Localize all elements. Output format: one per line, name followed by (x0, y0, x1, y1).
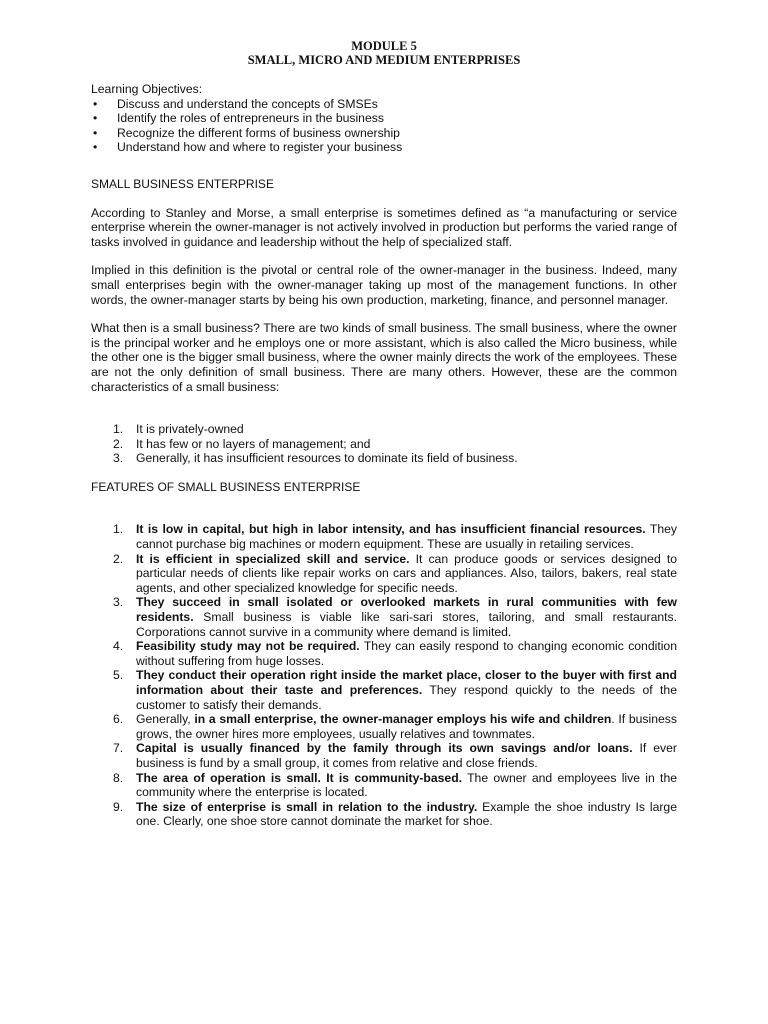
paragraph-implied: Implied in this definition is the pivotal or central role of the owner-manager in the business. Indeed, many small enterprises begin with the owner-manager taking up most of the management functions. In other words, the owner-manager starts by being his own production, marketing, finance, and personnel manager. (91, 263, 677, 307)
bullet-icon: • (93, 96, 98, 111)
feature-bold: Feasibility study may not be required. (136, 639, 360, 654)
feature-bold: They conduct their operation right inside the market place, closer to the buyer with first and information about their taste and preferences. (136, 668, 677, 697)
objective-text: Recognize the different forms of business ownership (117, 125, 400, 140)
list-number: 3. (113, 451, 124, 466)
objectives-heading: Learning Objectives: (91, 82, 203, 96)
list-item (91, 437, 677, 452)
feature-pre: Generally, (136, 712, 195, 727)
list-text: Generally, it has insufficient resources to dominate its field of business. (136, 451, 518, 466)
objectives-list (91, 97, 677, 155)
objective-text: Discuss and understand the concepts of SMSEs (117, 96, 378, 111)
objective-text: Understand how and where to register your business (117, 140, 403, 155)
feature-rest: They respond quickly to the needs of the customer to satisfy their demands. (136, 683, 677, 712)
feature-bold: Capital is usually financed by the family through its own savings and/or loans. (136, 741, 633, 756)
paragraph-definition: According to Stanley and Morse, a small enterprise is sometimes defined as “a manufacturing or service enterprise wherein the owner-manager is not actively involved in production but performs the varied range of tasks involved in guidance and leadership without the help of specialized staff. (91, 205, 677, 249)
feature-bold: The size of enterprise is small in relation to the industry. (136, 799, 478, 814)
section-heading-features: FEATURES OF SMALL BUSINESS ENTERPRISE (91, 479, 361, 494)
learning-objectives (91, 82, 677, 155)
section-heading-small-business: SMALL BUSINESS ENTERPRISE (91, 176, 274, 191)
feature-rest: Small business is viable like sari-sari stores, tailoring, and small restaurants. Corporations cannot survive in a community where demand is limited. (136, 610, 677, 639)
module-title: SMALL, MICRO AND MEDIUM ENTERPRISES (247, 53, 521, 67)
feature-bold: The area of operation is small. It is community-based. (136, 770, 463, 785)
feature-item (91, 771, 677, 800)
objective-text: Identify the roles of entrepreneurs in the business (117, 111, 384, 126)
bullet-icon: • (93, 125, 98, 140)
module-number: MODULE 5 (351, 39, 417, 53)
list-text: It has few or no layers of management; and (136, 436, 371, 451)
feature-rest: If ever business is fund by a small group, it comes from relative and close friends. (136, 741, 677, 770)
list-number: 2. (113, 551, 124, 566)
list-number: 9. (113, 799, 124, 814)
feature-item (91, 712, 677, 741)
paragraph-kinds: What then is a small business? There are two kinds of small business. The small business, where the owner is the principal worker and he employs one or more assistant, which is also called the Micro business, while the other one is the bigger small business, where the owner mainly directs the work of the employees. These are not the only definition of small business. There are many others. However, these are the common characteristics of a small business: (91, 321, 677, 394)
feature-rest: They cannot purchase big machines or modern equipment. These are usually in retailing services. (136, 522, 677, 552)
feature-rest: It can produce goods or services designed to particular needs of clients like repair works on cars and appliances. Also, tailors, bakers, real state agents, and other specialized knowledge for specific needs. (136, 551, 677, 595)
objective-item (91, 126, 677, 141)
feature-rest: The owner and employees live in the community where the enterprise is located. (136, 770, 677, 800)
list-number: 7. (113, 741, 124, 756)
feature-item (91, 552, 677, 596)
bullet-icon: • (93, 140, 98, 155)
objective-item (91, 111, 677, 126)
feature-item (91, 741, 677, 770)
feature-bold: It is low in capital, but high in labor intensity, and has insufficient financial resources. (136, 522, 646, 537)
feature-item (91, 668, 677, 712)
list-number: 5. (113, 668, 124, 683)
feature-bold: It is efficient in specialized skill and service. (136, 551, 410, 566)
list-item (91, 451, 677, 466)
characteristics-list (91, 422, 677, 466)
features-list (91, 522, 677, 828)
list-number: 4. (113, 639, 124, 654)
feature-item (91, 639, 677, 668)
feature-rest: Example the shoe industry Is large one. Clearly, one shoe store cannot dominate the market for shoe. (136, 799, 677, 829)
list-number: 6. (113, 712, 124, 727)
list-number: 8. (113, 770, 124, 785)
feature-item (91, 800, 677, 829)
feature-item (91, 595, 677, 639)
feature-item (91, 522, 677, 551)
list-number: 2. (113, 436, 124, 451)
objective-item (91, 97, 677, 112)
feature-bold: in a small enterprise, the owner-manager employs his wife and children (194, 712, 612, 727)
list-item (91, 422, 677, 437)
objective-item (91, 140, 677, 155)
list-text: It is privately-owned (136, 422, 244, 437)
feature-rest: They can easily respond to changing economic condition without suffering from huge losses. (136, 639, 677, 668)
list-number: 1. (113, 422, 124, 437)
feature-rest: . If business grows, the owner hires more employees, usually relatives and townmates. (136, 712, 677, 741)
list-number: 1. (113, 522, 124, 537)
list-number: 3. (113, 595, 124, 610)
bullet-icon: • (93, 111, 98, 126)
feature-bold: They succeed in small isolated or overlooked markets in rural communities with few residents. (136, 595, 677, 625)
